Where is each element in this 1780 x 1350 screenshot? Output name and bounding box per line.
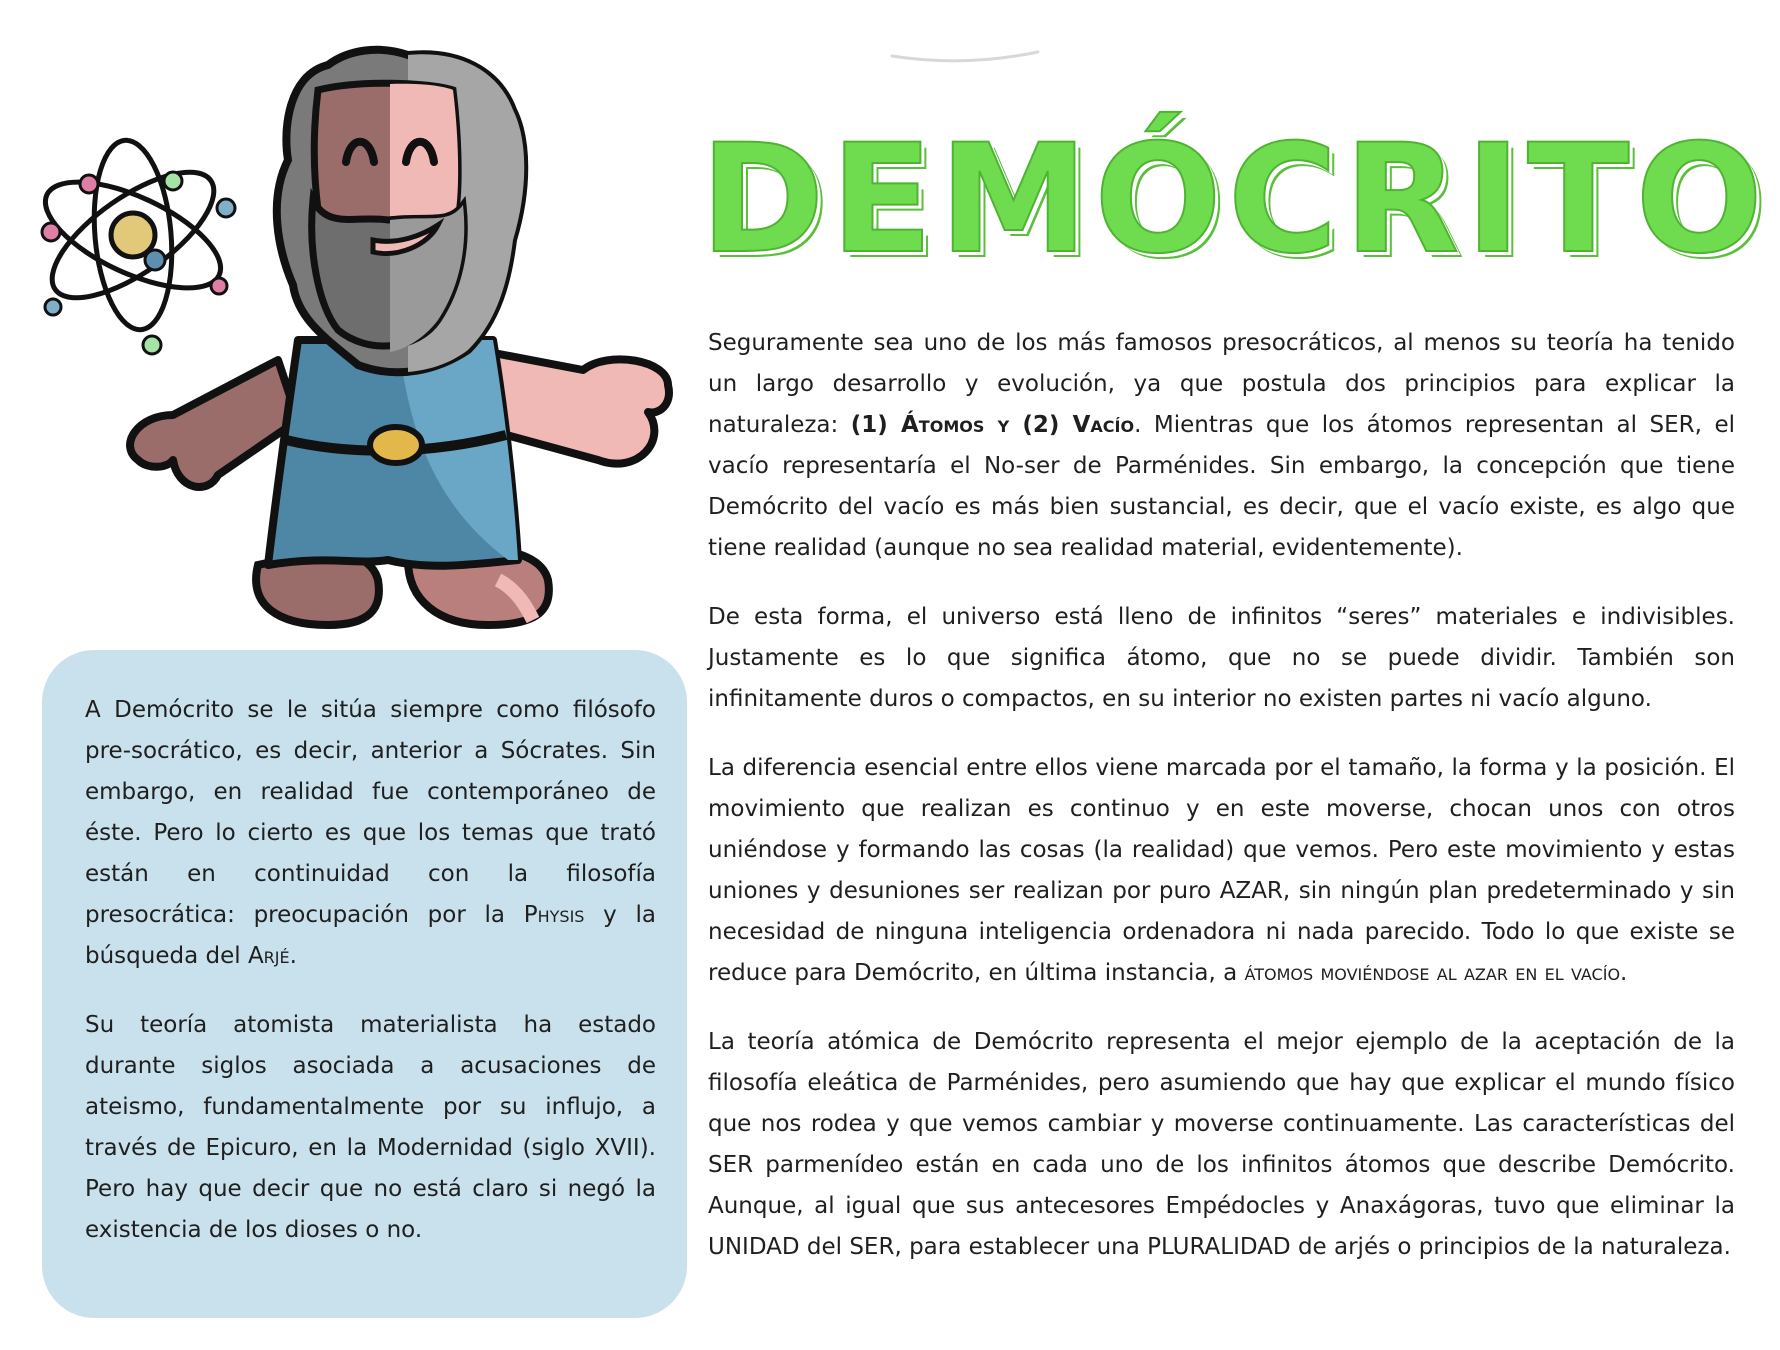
info-box-text	[85, 690, 656, 1279]
physis-term: Physis	[523, 902, 585, 928]
atom-icon	[31, 137, 235, 354]
info-paragraph-2: Su teoría atomista materialista ha estado durante siglos asociada a acusaciones de ateismo, fundamentalmente por su influjo, a través de Epicuro, en la Modernidad (siglo XVII). Pero hay que decir que no está claro si negó la existencia de los dioses o no.	[85, 1012, 656, 1243]
paragraph-4: La teoría atómica de Demócrito representa el mejor ejemplo de la aceptación de la filosofía eleática de Parménides, pero asumiendo que hay que explicar el mundo físico que nos rodea y que vemos cambiar y moverse continuamente. Las características del SER parmenídeo están en cada uno de los infinitos átomos que describe Demócrito. Aunque, al igual que sus antecesores Empédocles y Anaxágoras, tuvo que eliminar la UNIDAD del SER, para establecer una PLURALIDAD de arjés o principios de la naturaleza.	[708, 1029, 1735, 1260]
paragraph-3-text-c: .	[1620, 960, 1628, 986]
info-box	[42, 650, 687, 1318]
democritus-illustration	[28, 20, 688, 640]
main-text	[708, 323, 1735, 1296]
paragraph-3	[708, 748, 1735, 994]
page-title: DEMÓCRITO	[700, 113, 1769, 287]
paragraph-2: De esta forma, el universo está lleno de infinitos “seres” materiales e indivisibles. Justamente es lo que significa átomo, que no se puede dividir. También son infinitamente duros o compactos, en su interior no existen partes ni vacío alguno.	[708, 604, 1735, 712]
paragraph-1	[708, 323, 1735, 569]
atoms-emphasis: átomos moviéndose al azar en el vacío	[1244, 960, 1621, 986]
brush-stroke-decoration	[890, 48, 1040, 68]
paragraph-3-text-a: La diferencia esencial entre ellos viene marcada por el tamaño, la forma y la posición. El movimiento que realizan es continuo y en este moverse, chocan unos con otros uniéndose y formando las cosas (la realidad) que vemos. Pero este movimiento y estas uniones y desuniones ser realizan por puro AZAR, sin ningún plan predeterminado y sin necesidad de ninguna inteligencia ordenadora ni nada parecido. Todo lo que existe se reduce para Demócrito, en última instancia, a	[708, 755, 1735, 986]
info-paragraph-1	[85, 690, 656, 977]
info-paragraph-1-text-e: .	[289, 943, 297, 969]
paragraph-1-text-a: Seguramente sea uno de los más famosos presocráticos, al menos su teoría ha tenido un largo desarrollo y evolución, ya que postula dos principios para explicar la naturaleza:	[708, 330, 1735, 438]
arje-term: Arjé	[247, 943, 290, 969]
paragraph-1-text-c: . Mientras que los átomos representan al SER, el vacío representaría el No-ser de Parménides. Sin embargo, la concepción que tiene Demócrito del vacío es más bien sustancial, es decir, que el vacío existe, es algo que tiene realidad (aunque no sea realidad material, evidentemente).	[708, 412, 1735, 561]
info-paragraph-1-text-c: y la búsqueda del	[85, 902, 656, 969]
info-paragraph-1-text-a: A Demócrito se le sitúa siempre como filósofo pre-socrático, es decir, anterior a Sócrates. Sin embargo, en realidad fue contemporáneo de éste. Pero lo cierto es que los temas que trató están en continuidad con la filosofía presocrática: preocupación por la	[85, 697, 656, 928]
democritus-cartoon	[130, 50, 669, 625]
title-area	[700, 30, 1769, 300]
principles-emphasis: (1) Átomos y (2) Vacío	[850, 412, 1135, 438]
